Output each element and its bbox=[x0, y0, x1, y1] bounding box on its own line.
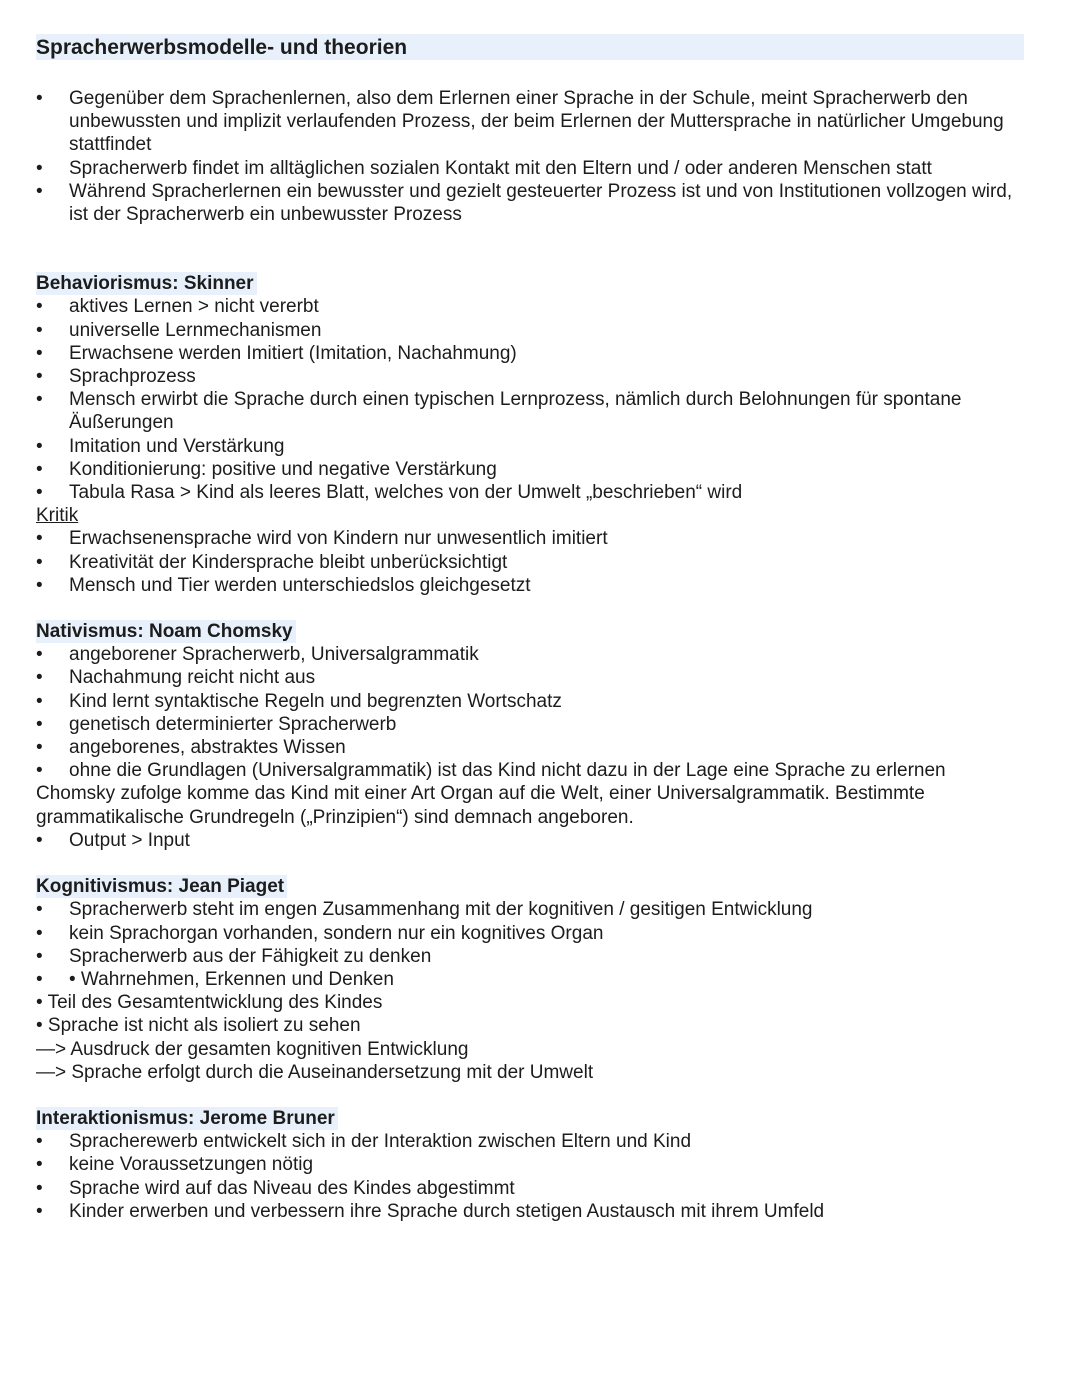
list-item: • Kreativität der Kindersprache bleibt unberücksichtigt bbox=[36, 551, 508, 573]
list-item: • Mensch erwirbt die Sprache durch einen typischen Lernprozess, nämlich durch Belohnungen für spontane Äußerungen bbox=[36, 389, 962, 434]
plain-line: • Teil des Gesamtentwicklung des Kindes bbox=[36, 992, 383, 1014]
bullet: • bbox=[36, 1154, 43, 1176]
bullet: • bbox=[36, 574, 43, 596]
bullet: • bbox=[36, 667, 43, 689]
list-item: • Während Spracherlernen ein bewusster und gezielt gesteuerter Prozess ist und von Institutionen vollzogen wird, ist der Spracherwerb ein unbewusster Prozess bbox=[36, 180, 1013, 226]
plain-line: • Sprache ist nicht als isoliert zu sehen bbox=[36, 1015, 361, 1037]
bullet: • bbox=[36, 899, 43, 921]
bullet: • bbox=[36, 713, 43, 735]
kritik-label: Kritik bbox=[36, 505, 79, 527]
bullet: • bbox=[36, 922, 43, 944]
list-item: • ohne die Grundlagen (Universalgrammatik) ist das Kind nicht dazu in der Lage eine Sprache zu erlernen bbox=[36, 760, 946, 782]
bullet: • bbox=[36, 1131, 43, 1153]
list-item: • Spracherwerb steht im engen Zusammenhang mit der kognitiven / gesitigen Entwicklung bbox=[36, 899, 813, 921]
list-item: • Erwachsenensprache wird von Kindern nur unwesentlich imitiert bbox=[36, 528, 608, 550]
bullet: • bbox=[36, 342, 43, 364]
list-item: • Kind lernt syntaktische Regeln und begrenzten Wortschatz bbox=[36, 690, 562, 712]
section-heading: Nativismus: Noam Chomsky bbox=[36, 620, 296, 643]
bullet: • bbox=[36, 88, 43, 109]
list-item: • Output > Input bbox=[36, 829, 190, 851]
bullet: • bbox=[36, 551, 43, 573]
plain-line: —> Ausdruck der gesamten kognitiven Entwicklung bbox=[36, 1038, 469, 1060]
bullet: • bbox=[36, 389, 43, 411]
list-item: • genetisch determinierter Spracherwerb bbox=[36, 713, 397, 735]
bullet: • bbox=[36, 482, 43, 504]
list-item: • keine Voraussetzungen nötig bbox=[36, 1154, 314, 1176]
document-page bbox=[36, 34, 1026, 1223]
list-item: • universelle Lernmechanismen bbox=[36, 319, 322, 341]
list-item: • Sprachprozess bbox=[36, 366, 196, 388]
bullet: • bbox=[36, 1200, 43, 1222]
section-interaktionismus bbox=[36, 1107, 1026, 1223]
page-title: Spracherwerbsmodelle- und theorien bbox=[36, 34, 1024, 60]
bullet: • bbox=[36, 180, 43, 202]
bullet: • bbox=[36, 690, 43, 712]
section-heading: Behaviorismus: Skinner bbox=[36, 272, 257, 295]
section-heading: Interaktionismus: Jerome Bruner bbox=[36, 1107, 338, 1130]
list-item: • Sprache wird auf das Niveau des Kindes abgestimmt bbox=[36, 1177, 515, 1199]
list-item: • Gegenüber dem Sprachenlernen, also dem Erlernen einer Sprache in der Schule, meint Spracherwerb den unbewussten und implizit verlaufenden Prozess, der beim Erlernen der Muttersprache in natürlicher Umgebung stattfindet bbox=[36, 88, 1004, 156]
list-item: • Tabula Rasa > Kind als leeres Blatt, welches von der Umwelt „beschrieben“ wird bbox=[36, 482, 743, 504]
list-item: • Mensch und Tier werden unterschiedslos gleichgesetzt bbox=[36, 574, 531, 596]
bullet: • bbox=[36, 644, 43, 666]
list-item: • Spracherwerb aus der Fähigkeit zu denken bbox=[36, 945, 432, 967]
intro-list bbox=[36, 87, 1026, 226]
bullet: • bbox=[36, 760, 43, 782]
plain-line: —> Sprache erfolgt durch die Auseinandersetzung mit der Umwelt bbox=[36, 1061, 594, 1083]
section-heading: Kognitivismus: Jean Piaget bbox=[36, 875, 287, 898]
list-item: • aktives Lernen > nicht vererbt bbox=[36, 296, 319, 318]
list-item: • angeborener Spracherwerb, Universalgrammatik bbox=[36, 644, 479, 666]
bullet: • bbox=[36, 366, 43, 388]
list-item: • kein Sprachorgan vorhanden, sondern nur ein kognitives Organ bbox=[36, 922, 604, 944]
bullet: • bbox=[36, 829, 43, 851]
bullet: • bbox=[36, 435, 43, 457]
bullet: • bbox=[36, 528, 43, 550]
bullet: • bbox=[36, 1177, 43, 1199]
section-nativismus bbox=[36, 620, 1026, 852]
bullet: • bbox=[36, 945, 43, 967]
list-item: • Nachahmung reicht nicht aus bbox=[36, 667, 316, 689]
bullet: • bbox=[36, 968, 43, 990]
bullet: • bbox=[36, 319, 43, 341]
bullet: • bbox=[36, 458, 43, 480]
list-item: • Kinder erwerben und verbessern ihre Sprache durch stetigen Austausch mit ihrem Umfeld bbox=[36, 1200, 825, 1222]
list-item: • Spracherwerb findet im alltäglichen sozialen Kontakt mit den Eltern und / oder anderen Menschen statt bbox=[36, 157, 932, 179]
list-item: • angeborenes, abstraktes Wissen bbox=[36, 737, 346, 759]
section-kognitivismus bbox=[36, 875, 1026, 1084]
bullet: • bbox=[36, 737, 43, 759]
bullet: • bbox=[36, 157, 43, 179]
list-item: • Spracherewerb entwickelt sich in der Interaktion zwischen Eltern und Kind bbox=[36, 1131, 692, 1153]
list-item: • Konditionierung: positive und negative Verstärkung bbox=[36, 458, 497, 480]
list-item: • • Wahrnehmen, Erkennen und Denken bbox=[36, 968, 394, 990]
list-item: • Erwachsene werden Imitiert (Imitation, Nachahmung) bbox=[36, 342, 517, 364]
section-behaviorismus bbox=[36, 272, 1026, 597]
bullet: • bbox=[36, 296, 43, 318]
list-item: • Imitation und Verstärkung bbox=[36, 435, 285, 457]
paragraph: Chomsky zufolge komme das Kind mit einer Art Organ auf die Welt, einer Universalgrammatik. Bestimmte grammatikalische Grundregeln („Prinzipien“) sind demnach angeboren. bbox=[36, 783, 925, 828]
